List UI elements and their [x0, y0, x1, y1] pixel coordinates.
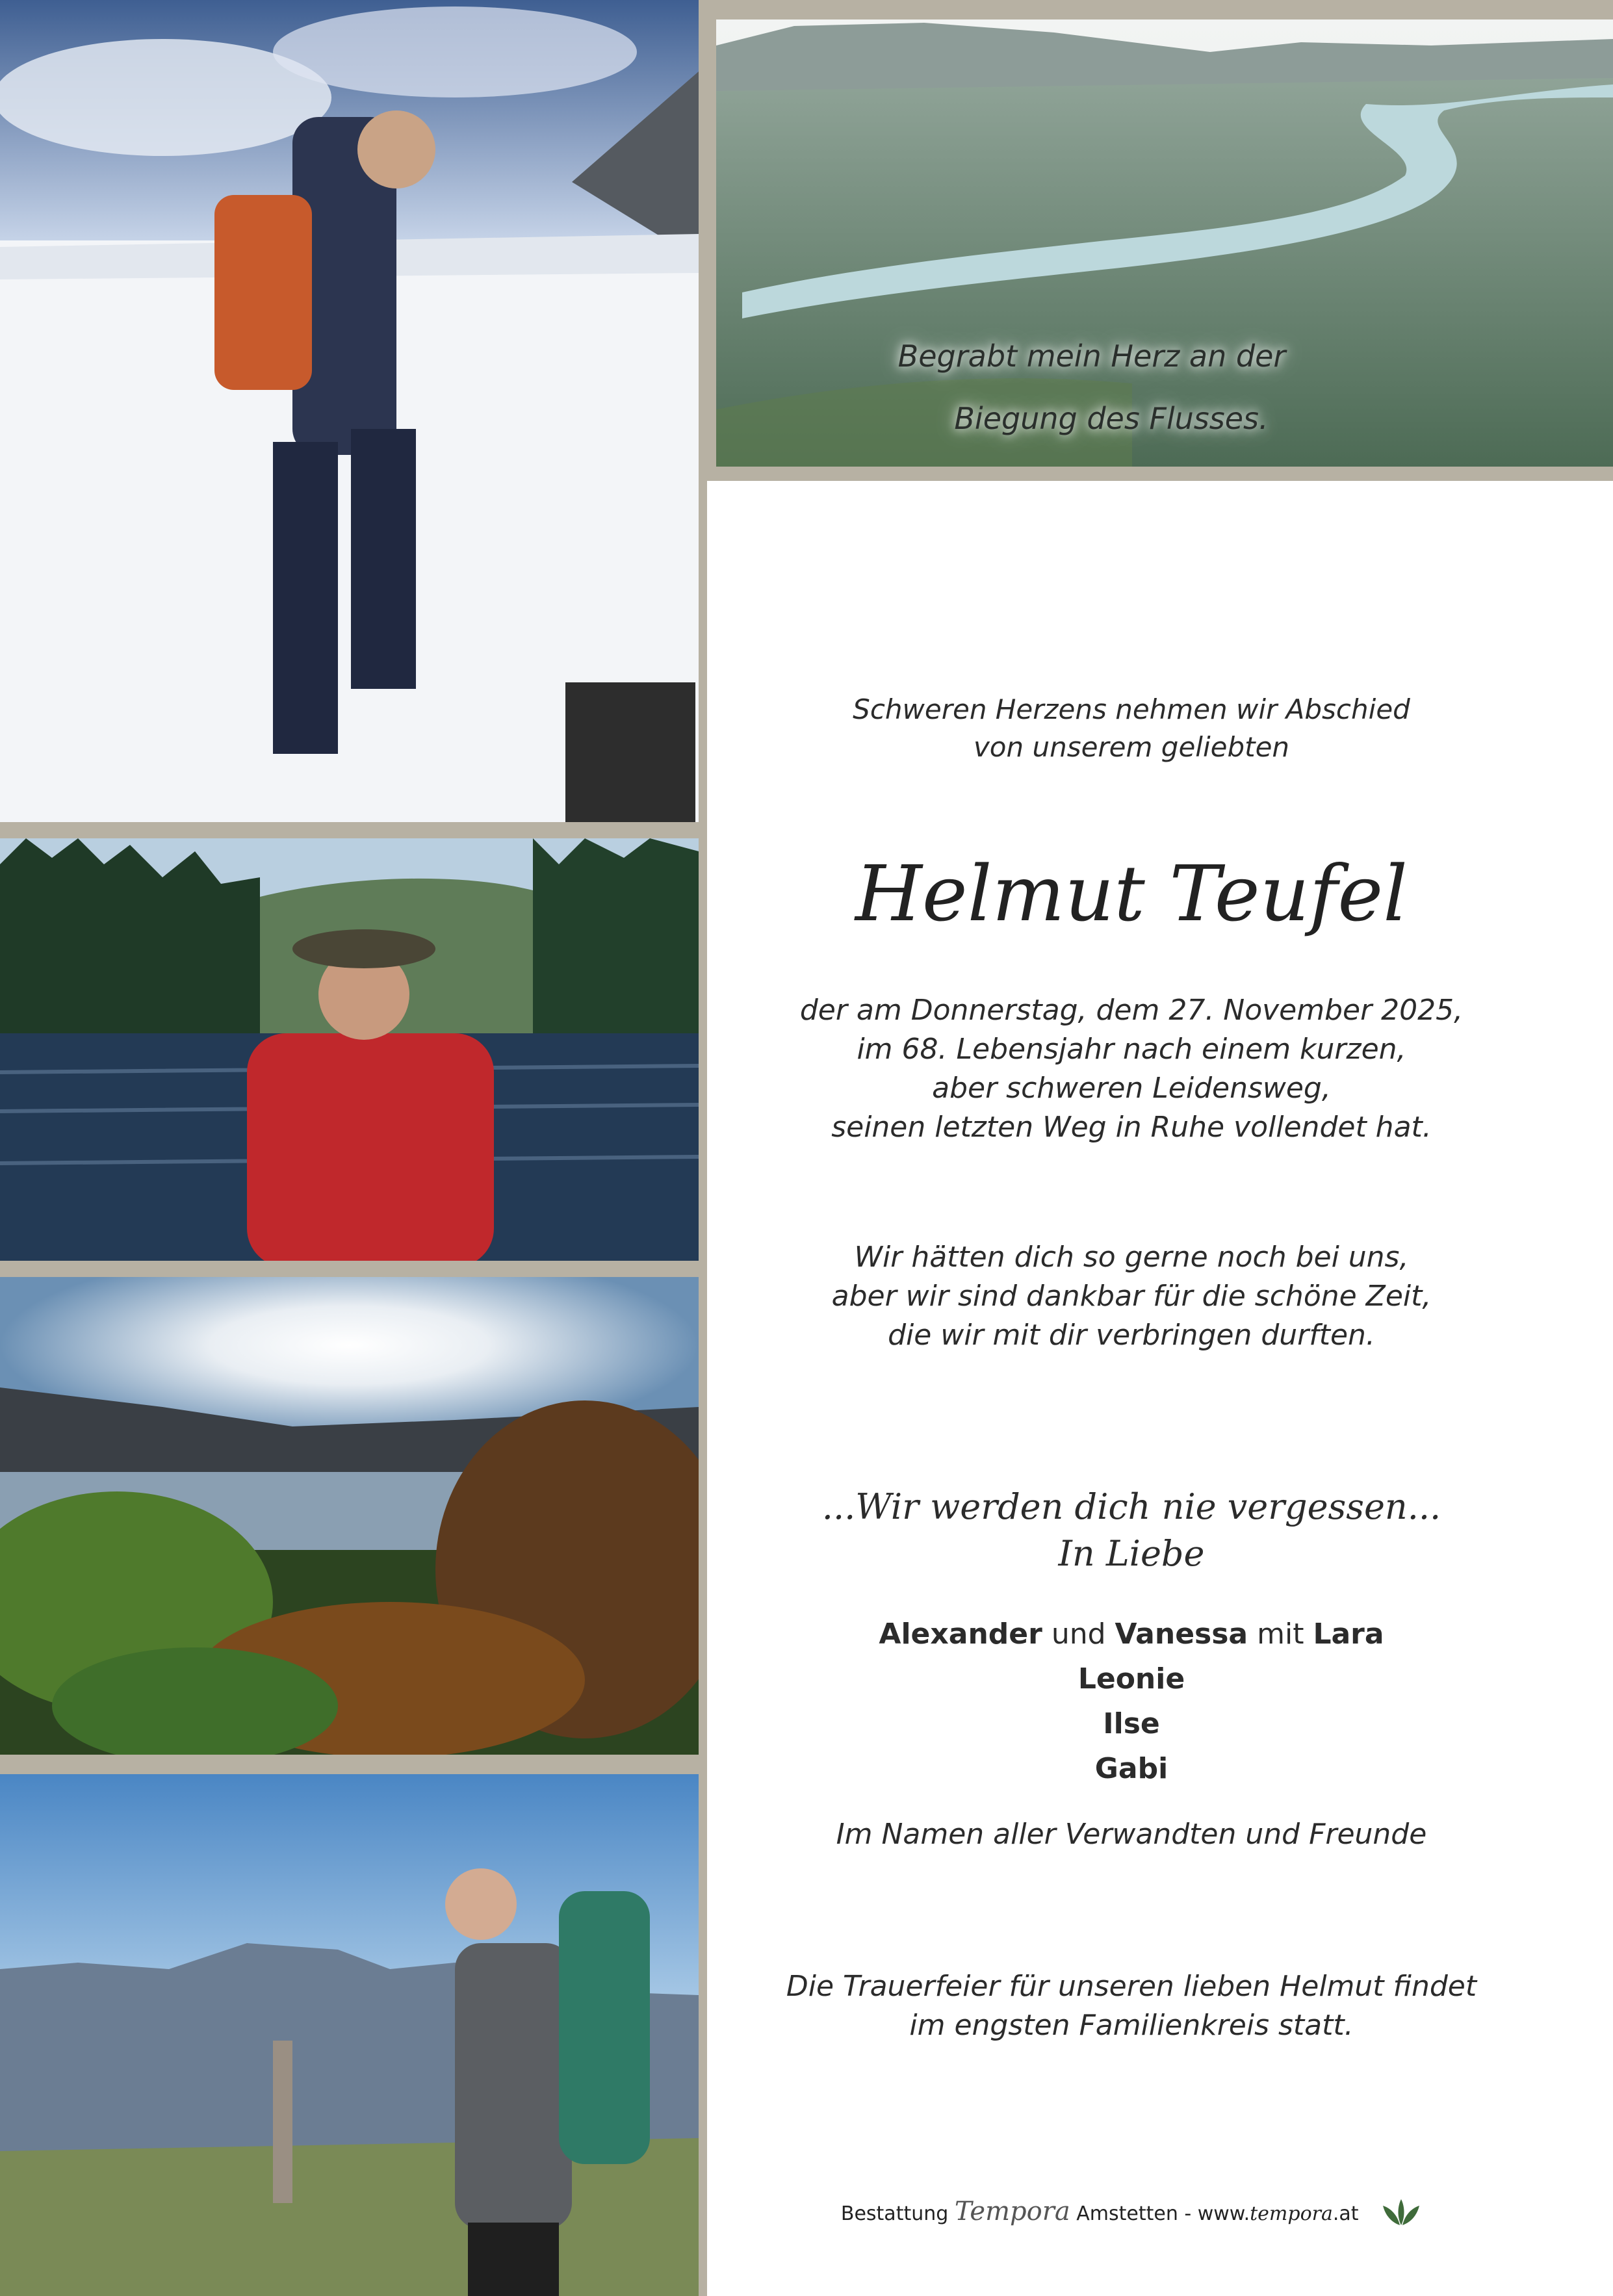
caption-line-2: Biegung des Flusses. — [954, 401, 1269, 436]
verse-line-2: aber wir sind dankbar für die schöne Zeit, — [831, 1280, 1432, 1313]
footer-domain-brand: tempora — [1250, 2202, 1333, 2225]
deceased-name: Helmut Teufel — [855, 849, 1408, 938]
farewell — [715, 1484, 1548, 1577]
mourners-row-1 — [715, 1612, 1548, 1657]
farewell-line-1: ...Wir werden dich nie vergessen... — [821, 1486, 1441, 1527]
mountain-hiker-photo — [0, 1774, 699, 2296]
mourner-name: Lara — [1313, 1618, 1384, 1651]
intro-line-2: von unserem geliebten — [973, 731, 1290, 763]
mourner-name: Alexander — [879, 1618, 1042, 1651]
ceremony-line-1: Die Trauerfeier für unseren lieben Helmut findet — [786, 1970, 1477, 2003]
details-line-3: aber schweren Leidensweg, — [932, 1072, 1331, 1105]
footer-brand: Tempora — [954, 2197, 1070, 2226]
on-behalf-line: Im Namen aller Verwandten und Freunde — [836, 1818, 1427, 1851]
caption-line-1: Begrabt mein Herz an der — [897, 339, 1286, 374]
ceremony-line-2: im engsten Familienkreis statt. — [909, 2009, 1354, 2042]
verse-line-1: Wir hätten dich so gerne noch bei uns, — [854, 1241, 1409, 1274]
footer-prefix: Bestattung — [840, 2202, 949, 2225]
intro-line-1: Schweren Herzens nehmen wir Abschied — [853, 693, 1410, 725]
details-line-2: im 68. Lebensjahr nach einem kurzen, — [857, 1033, 1406, 1066]
footer-location: Amstetten - www. — [1076, 2202, 1250, 2225]
lake-sunset-photo — [0, 1277, 699, 1755]
verse — [715, 1238, 1548, 1355]
verse-line-3: die wir mit dir verbringen durften. — [888, 1319, 1375, 1352]
intro-text — [715, 691, 1548, 766]
lotus-leaves-icon — [1380, 2198, 1422, 2232]
mourner-name: Vanessa — [1115, 1618, 1248, 1651]
mourner-name: Ilse — [1103, 1707, 1160, 1740]
glacier-hiker-photo — [0, 0, 699, 822]
mourner-name: Gabi — [1094, 1752, 1168, 1785]
ceremony-notice — [715, 1967, 1548, 2045]
details-line-4: seinen letzten Weg in Ruhe vollendet hat. — [831, 1111, 1432, 1144]
funeral-home-footer — [715, 2197, 1548, 2232]
mourner-name: Leonie — [1077, 1662, 1185, 1696]
farewell-line-2: In Liebe — [1058, 1533, 1205, 1574]
canoe-paddler-photo — [0, 838, 699, 1261]
death-details — [715, 991, 1548, 1147]
mourner-conjunction: und — [1051, 1618, 1106, 1651]
mourner-conjunction: mit — [1257, 1618, 1304, 1651]
mourners-list — [715, 1612, 1548, 1791]
details-line-1: der am Donnerstag, dem 27. November 2025, — [799, 994, 1464, 1027]
footer-tld: .at — [1332, 2202, 1359, 2225]
obituary-text — [715, 0, 1548, 2296]
